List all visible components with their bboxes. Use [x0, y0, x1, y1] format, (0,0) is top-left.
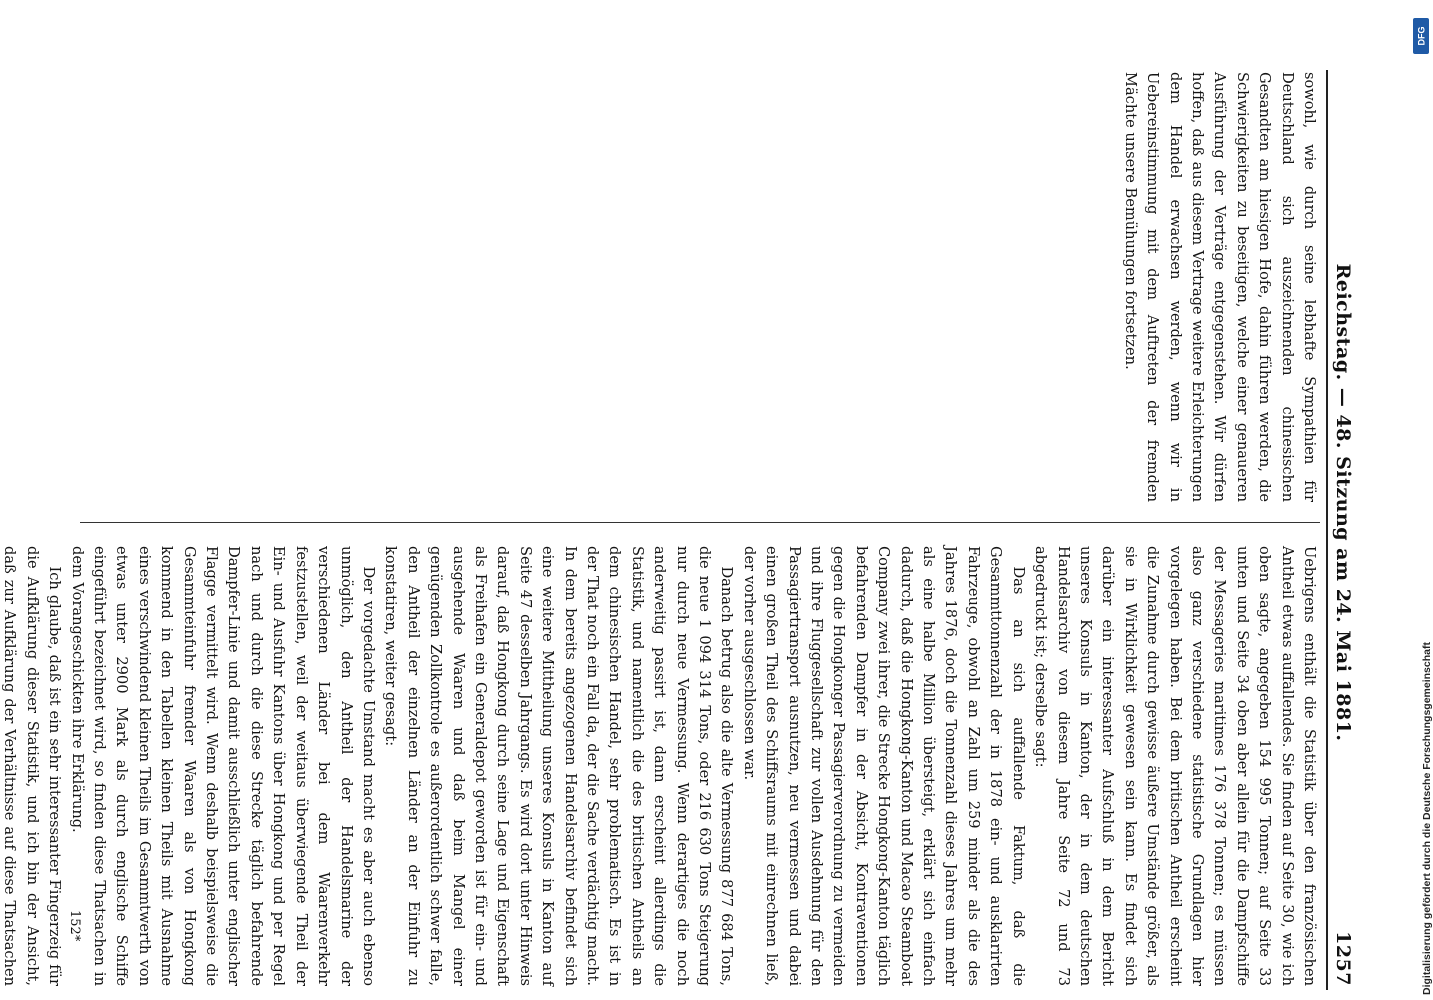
left-paragraph-1: sowohl, wie durch seine lebhafte Sympathien für Deutschland sich auszeichnenden chinesischen Gesandten am hiesigen Hofe, dahin führen werden, die Schwierigkeiten zu beseitigen, welche einer genaueren Ausführung der Verträge entgegenstehen. Wir dürfen hoffen, daß aus diesem Vertrage weitere Erleichterungen dem Handel erwachsen werden, wenn wir in Uebereinstimmung mit dem Auftreten der fremden Mächte unsere Bemühungen fortsetzen. [1121, 72, 1318, 502]
digitization-credit: Digitalisierung gefördert durch die Deutsche Forschungsgemeinschaft [1421, 642, 1433, 995]
right-paragraph-4: Der vorgedachte Umstand macht es aber auch ebenso unmöglich, den Antheil der Handelsmarine der verschiedenen Länder bei dem Waarenverkehr festzustellen, weil der weitaus überwiegende Theil der Ein- und Ausfuhr Kantons über Hongkong und per Regel nach und durch die diese Strecke täglich befahrende Dampfer-Linie und damit ausschließlich unter englischer Flagge vermittelt wird. Wenn deshalb beispielsweise die Gesammteinfuhr fremder Waaren als von Hongkong kommend in den Tabellen kleinen Theils mit Ausnahme eines verschwindend kleinen Theils im Gesammtwerth von etwas unter 2900 Mark als durch englische Schiffe eingeführt bezeichnet wird, so finden diese Thatsachen in dem Vorangeschickten ihre Erklärung. [68, 546, 377, 986]
column-divider [80, 522, 1320, 523]
header-title: Reichstag. — 48. Sitzung am 24. Mai 1881. [1332, 263, 1354, 742]
right-paragraph-1: Uebrigens enthält die Statistik über den französischen Antheil etwas auffallendes. Sie finden auf Seite 30, wie ich oben sagte, angegeben 154 995 Tonnen; auf Seite 33 unten und Seite 34 oben aber allein für die Dampfschiffe der Messageries maritimes 176 378 Tonnen; es müssen also ganz verschiedene statistische Grundlagen hier vorgelegen haben. Bei dem britischen Antheil erscheint die Zunahme durch gewisse äußere Umstände größer, als sie in Wirklichkeit gewesen sein kann. Es findet sich darüber ein interessanter Aufschluß in dem Bericht unseres Konsuls in Kanton, der in dem deutschen Handelsarchiv von diesem Jahre Seite 72 und 73 abgedruckt ist; derselbe sagt: [1032, 546, 1318, 986]
page-number: 1257 [1332, 931, 1354, 986]
right-paragraph-5: Ich glaube, daß ist ein sehr interessanter Fingerzeig für die Aufklärung dieser Statistik, und ich bin der Ansicht, daß zur Aufklärung der Verhältnisse auf diese Thatsachen [1, 546, 64, 986]
page-header [1332, 70, 1372, 990]
header-rule [1326, 70, 1328, 990]
signature-mark: 152* [67, 910, 82, 942]
right-paragraph-3: Danach betrug also die alte Vermessung 877 684 Tons, die neue 1 094 314 Tons, oder 216 630 Tons Steigerung nur durch neue Vermessung. Wenn derartiges die noch anderweitig passirt ist, dann erscheint allerdings die Statistik, und namentlich die des britischen Antheils an dem chinesischen Handel, sehr problematisch. Es ist in der That noch ein Fall da, der die Sache verdächtig macht. In dem bereits angezogenen Handelsarchiv befindet sich eine weitere Mittheilung unseres Konsuls in Kanton auf Seite 47 desselben Jahrgangs. Es wird dort unter Hinweis darauf, daß Hongkong durch seine Lage und Eigenschaft als Freihafen ein Generaldepot geworden ist für ein- und ausgehende Waaren und daß beim Mangel einer genügenden Zollkontrole es außerordentlich schwer falle, den Antheil der einzelnen Länder an der Einfuhr zu konstatiren, weiter gesagt: [382, 546, 736, 986]
rotated-document-sheet [1, 70, 1372, 990]
dfg-logo-icon: DFG [1413, 18, 1429, 54]
left-text-column [80, 72, 1320, 502]
right-paragraph-2: Das an sich auffallende Faktum, daß die Gesammttonnenzahl der in 1878 ein- und ausklarirten Fahrzeuge, obwohl an Zahl um 259 minder als die des Jahres 1876, doch die Tonnenzahl dieses Jahres um mehr als eine halbe Million übersteigt, erklärt sich einfach dadurch, daß die Hongkong-Kanton und Macao Steamboat Company zwei ihrer, die Strecke Hongkong-Kanton täglich befahrenden Dampfer in der Absicht, Kontraventionen gegen die Hongkonger Passagierverordnung zu vermeiden und ihre Fluggesellschaft zur vollen Ausdehnung für den Passagiertransport ausnutzen, neu vermessen und dabei einen großen Theil des Schiffsraums mit einrechnen ließ, der vorher ausgeschlossen war. [740, 546, 1027, 986]
